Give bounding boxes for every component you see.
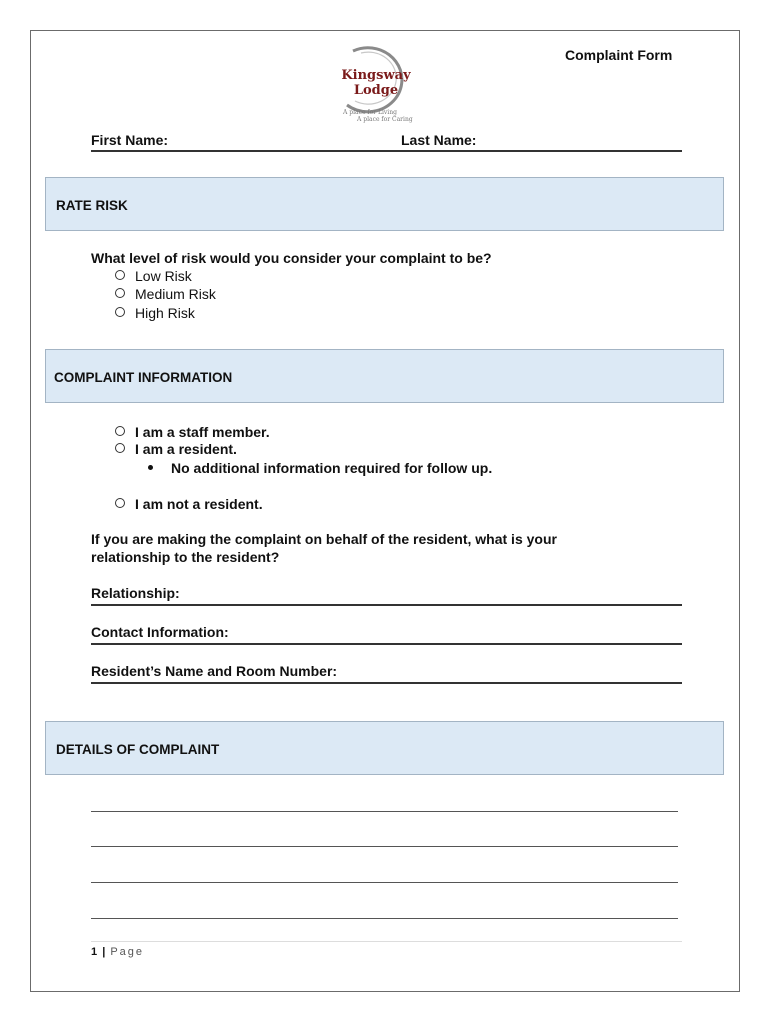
risk-option-medium[interactable] — [115, 286, 216, 302]
option-label: I am a resident. — [135, 441, 237, 457]
logo-line2: Lodge — [353, 83, 399, 98]
first-name-label: First Name: — [91, 132, 169, 148]
radio-icon[interactable] — [115, 270, 125, 280]
logo-tagline-2: A place for Caring — [357, 116, 413, 123]
section-heading: RATE RISK — [56, 198, 128, 213]
radio-icon[interactable] — [115, 426, 125, 436]
field-label: Contact Information: — [91, 624, 229, 640]
resident-name-room-field[interactable] — [91, 663, 682, 684]
footer-divider — [91, 941, 682, 942]
name-row[interactable] — [91, 130, 682, 152]
logo-tagline-1: A place for Living — [343, 109, 397, 116]
form-title: Complaint Form — [565, 47, 673, 63]
kingsway-lodge-logo — [317, 39, 435, 123]
relationship-field[interactable] — [91, 585, 682, 606]
field-label: Relationship: — [91, 585, 180, 601]
radio-icon[interactable] — [115, 498, 125, 508]
section-heading: COMPLAINT INFORMATION — [54, 370, 233, 385]
logo-line1: Kingsway — [341, 68, 411, 83]
form-page — [30, 30, 740, 992]
section-details-of-complaint — [45, 721, 724, 775]
field-label: Resident’s Name and Room Number: — [91, 663, 338, 679]
risk-question: What level of risk would you consider your complaint to be? — [91, 250, 492, 266]
option-staff-member[interactable] — [115, 424, 270, 440]
option-resident[interactable] — [115, 441, 237, 457]
behalf-question-line-1: If you are making the complaint on behalf of the resident, what is your — [91, 531, 557, 547]
page-number: 1 — [91, 946, 98, 958]
option-label: Low Risk — [135, 268, 192, 284]
details-line-4[interactable] — [91, 918, 678, 919]
behalf-question-line-2: relationship to the resident? — [91, 549, 280, 565]
section-complaint-information — [45, 349, 724, 403]
option-label: High Risk — [135, 305, 195, 321]
page-footer — [91, 946, 144, 958]
radio-icon[interactable] — [115, 443, 125, 453]
bullet-icon — [148, 465, 153, 470]
details-line-2[interactable] — [91, 846, 678, 847]
option-not-resident[interactable] — [115, 496, 263, 512]
risk-option-low[interactable] — [115, 268, 192, 284]
option-label: I am not a resident. — [135, 496, 263, 512]
contact-information-field[interactable] — [91, 624, 682, 645]
details-line-3[interactable] — [91, 882, 678, 883]
details-line-1[interactable] — [91, 811, 678, 812]
note-text: No additional information required for follow up. — [171, 460, 493, 476]
risk-option-high[interactable] — [115, 305, 195, 321]
section-rate-risk — [45, 177, 724, 231]
last-name-label: Last Name: — [401, 132, 477, 148]
radio-icon[interactable] — [115, 307, 125, 317]
option-label: I am a staff member. — [135, 424, 270, 440]
option-label: Medium Risk — [135, 286, 216, 302]
page-label: Page — [110, 946, 145, 958]
section-heading: DETAILS OF COMPLAINT — [56, 742, 220, 757]
resident-note — [148, 460, 492, 476]
page-separator: | — [102, 946, 106, 958]
radio-icon[interactable] — [115, 288, 125, 298]
